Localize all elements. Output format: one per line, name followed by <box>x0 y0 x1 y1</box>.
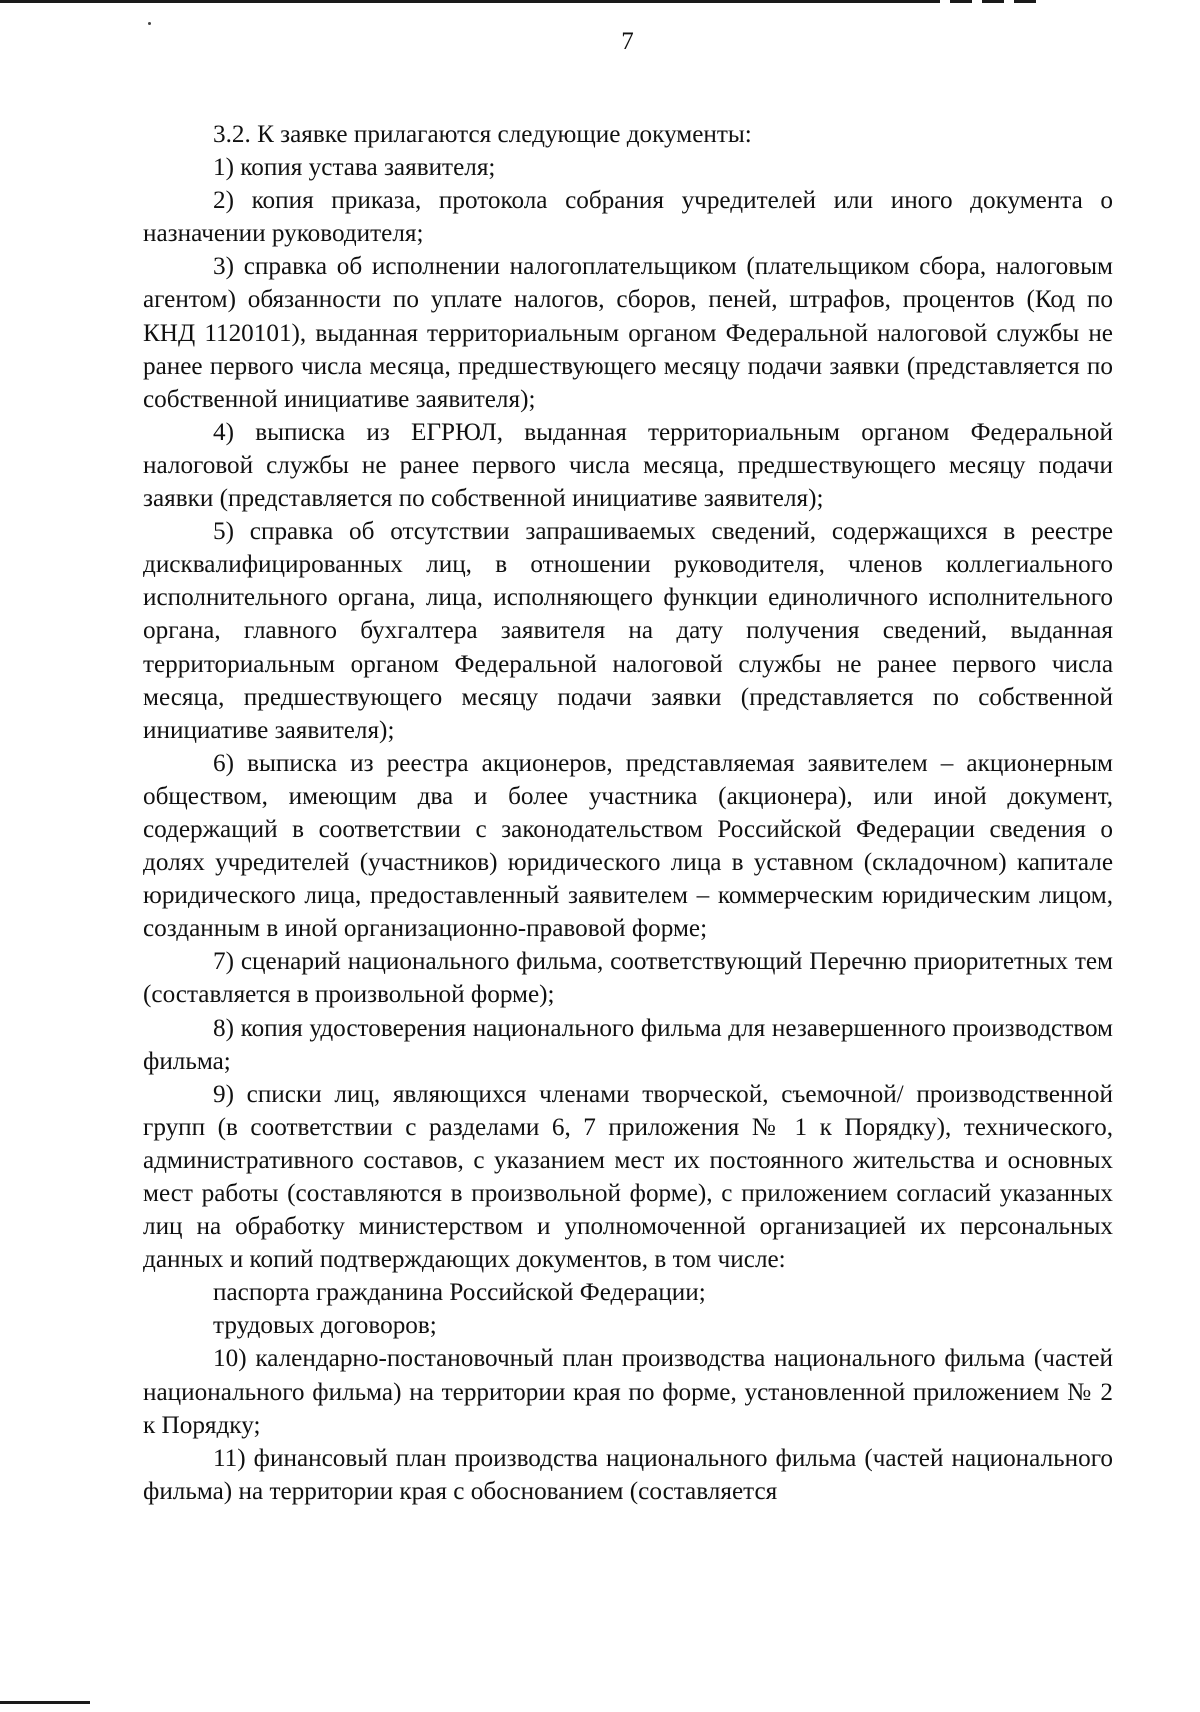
list-item-6: 6) выписка из реестра акционеров, представляемая заявителем – акционерным обществом, имеющим два и более участника (акционера), или иной документ, содержащий в соответствии с законодательством Российской Федерации сведения о долях учредителей (участников) юридического лица в уставном (складочном) капитале юридического лица, предоставленный заявителем – коммерческим юридическим лицом, созданным в иной организационно-правовой форме; <box>143 749 1113 943</box>
scan-edge-dash <box>950 0 972 3</box>
list-item-10: 10) календарно-постановочный план производства национального фильма (частей национального фильма) на территории края по форме, установленной приложением № 2 к Порядку; <box>143 1345 1113 1439</box>
list-item-11: 11) финансовый план производства национального фильма (частей национального фильма) на территории края с обоснованием (составляется <box>143 1444 1113 1505</box>
list-item-3: 3) справка об исполнении налогоплательщиком (плательщиком сбора, налоговым агентом) обязанности по уплате налогов, сборов, пеней, штрафов, процентов (Код по КНД 1120101), выданная территориальным органом Федеральной налоговой службы не ранее первого числа месяца, предшествующего месяцу подачи заявки (представляется по собственной инициативе заявителя); <box>143 253 1113 413</box>
scan-edge-dash <box>982 0 1004 3</box>
list-item-1: 1) копия устава заявителя; <box>213 154 496 182</box>
list-item-2: 2) копия приказа, протокола собрания учредителей или иного документа о назначении руководителя; <box>143 187 1113 248</box>
sub-item-passport: паспорта гражданина Российской Федерации; <box>213 1279 706 1307</box>
page-number: 7 <box>621 28 634 55</box>
scan-edge-line <box>0 0 940 3</box>
list-item-8: 8) копия удостоверения национального фильма для незавершенного производством фильма; <box>143 1014 1113 1075</box>
scan-edge-mark <box>0 1701 90 1704</box>
sub-item-contracts: трудовых договоров; <box>213 1312 437 1340</box>
scan-edge-dash <box>1014 0 1036 3</box>
scan-speck <box>148 22 151 25</box>
list-item-7: 7) сценарий национального фильма, соответствующий Перечню приоритетных тем (составляется в произвольной форме); <box>143 948 1113 1009</box>
list-item-4: 4) выписка из ЕГРЮЛ, выданная территориальным органом Федеральной налоговой службы не ранее первого числа месяца, предшествующего месяцу подачи заявки (представляется по собственной инициативе заявителя); <box>143 418 1113 513</box>
document-body <box>143 118 1113 1508</box>
paragraph-3-2: 3.2. К заявке прилагаются следующие документы: <box>213 121 752 148</box>
list-item-5: 5) справка об отсутствии запрашиваемых сведений, содержащихся в реестре дисквалифицированных лиц, в отношении руководителя, членов коллегиального исполнительного органа, лица, исполняющего функции единоличного исполнительного органа, главного бухгалтера заявителя на дату получения сведений, выданная территориальным органом Федеральной налоговой службы не ранее первого числа месяца, предшествующего месяцу подачи заявки (представляется по собственной инициативе заявителя); <box>143 518 1113 744</box>
list-item-9: 9) списки лиц, являющихся членами творческой, съемочной/ производственной групп (в соответствии с разделами 6, 7 приложения № 1 к Порядку), технического, административного составов, с указанием мест их постоянного жительства и основных мест работы (составляются в произвольной форме), с приложением согласий указанных лиц на обработку министерством и уполномоченной организацией их персональных данных и копий подтверждающих документов, в том числе: <box>143 1080 1113 1274</box>
